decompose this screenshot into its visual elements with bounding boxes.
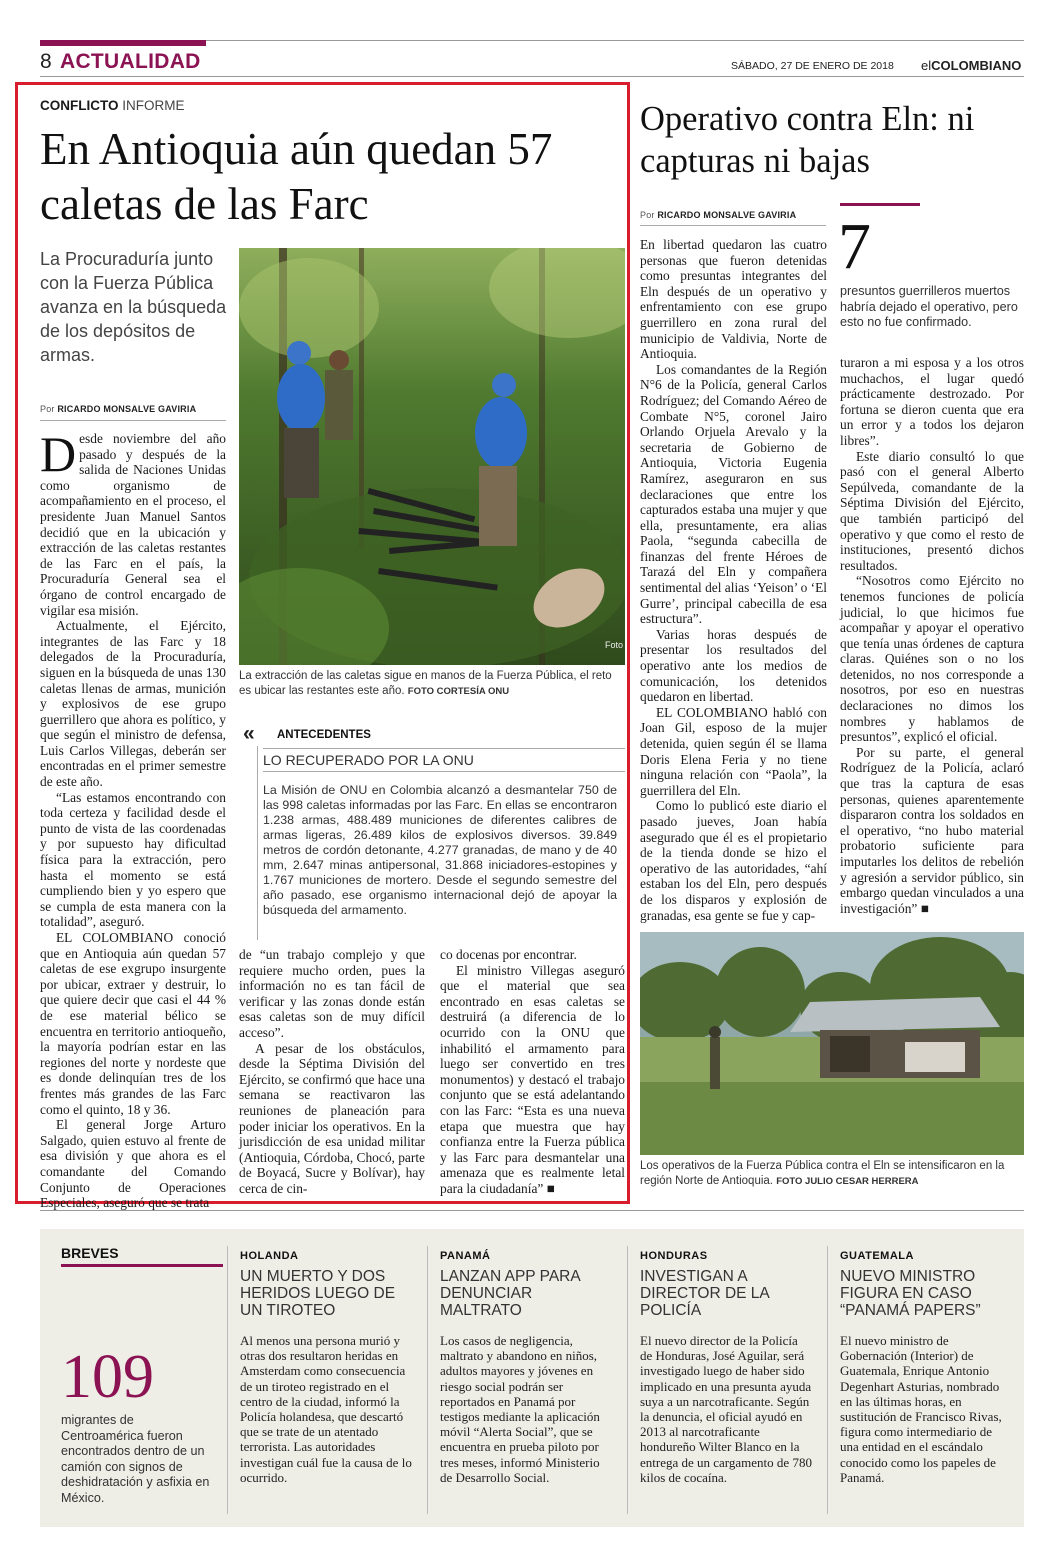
antecedentes-chevron-icon: « (243, 722, 255, 745)
side-byline-prefix: Por (640, 210, 655, 220)
breve-guatemala (840, 1250, 1012, 1485)
side-body-col2 (840, 355, 1024, 916)
breve-honduras (640, 1250, 812, 1485)
page-number: 8 (40, 50, 52, 73)
main-col2-p2: A pesar de los obstáculos, desde la Séptima División del Ejército, se confirmó que hace una semana se reactivaron las reuniones de planeación para poder iniciar los operativos. En la jurisdicción de esa unidad militar (Antioquia, Córdoba, Chocó, parte de Boyacá, Sucre y Bolívar), hay cerca de cin- (239, 1040, 425, 1196)
breves-stat-text: migrantes de Centroamérica fueron encontrados dentro de un camión con signos de deshidratación y asfixia en México. (61, 1413, 210, 1505)
breve-country: PANAMÁ (440, 1250, 491, 1262)
breves-divider-1 (227, 1246, 228, 1514)
main-photo-credit: FOTO CORTESÍA ONU (407, 685, 510, 697)
main-body-col1 (40, 426, 226, 1211)
side-byline-name: RICARDO MONSALVE GAVIRIA (657, 210, 797, 220)
breve-headline: INVESTIGAN A DIRECTOR DE LA POLICÍA (640, 1268, 769, 1319)
side-photo-credit: FOTO JULIO CESAR HERRERA (776, 1175, 919, 1187)
side-col1-p4: EL COLOMBIANO habló con Joan Gil, esposo de la mujer detenida, quien según él se llama Doris Elena Feria y no tiene ninguna relación con “Paola”, la guerrillera del Eln. (640, 704, 827, 798)
paper-name-bold: COLOMBIANO (931, 58, 1022, 73)
byline-prefix: Por (40, 404, 55, 414)
breve-text: El nuevo ministro de Gobernación (Interior) de Guatemala, Enrique Antonio Degenhart Asturias, nombrado en las últimas horas, en sustitución de Francisco Rivas, figura como intermediario de una entidad en el escándalo conocido como los papeles de Panamá. (840, 1333, 1002, 1485)
antecedentes-left-rule (257, 746, 258, 940)
breve-text: El nuevo director de la Policía de Honduras, José Aguilar, será investigado luego de haber sido implicado en una presunta ayuda suya a un narcotraficante. Según la denuncia, el oficial ayudó en 2013 al narcotraficante hondureño Wilter Blanco en la entrega de un cargamento de 780 kilos de cocaína. (640, 1333, 812, 1485)
kicker-light: INFORME (122, 98, 185, 113)
breves-top-rule (40, 1210, 1024, 1211)
side-byline-rule (640, 225, 826, 226)
side-col1-p2: Los comandantes de la Región N°6 de la Policía, general Carlos Rodríguez; del Comando Aéreo de Combate N°5, coronel Jairo Orlando Orjuela Arevalo y la secretaria de Gobierno de Antioquia, Victoria Eugenia Ramírez, aseguraron en sus declaraciones que entre los capturados estaba una mujer y que ella, presuntamente, era alias Paola, “segunda cabecilla de finanzas del frente Héroes de Tarazá del Eln y compañera sentimental del alias ‘Yeison’ o ‘El Gurre’, principal cabecilla de esa estructura”. (640, 361, 827, 627)
story-headline: En Antioquia aún quedan 57 caletas de las Farc (40, 124, 553, 229)
breves-divider-4 (827, 1246, 828, 1514)
main-col1-p4: EL COLOMBIANO conoció que en Antioquia aún quedan 57 caletas de ese exgrupo insurgente por ubicar, extraer y destruir, lo que quiere decir que casi el 44 % de ese material bélico se encuentra en territorio antioqueño, la mayoría podrían estar en las regiones del norte y nordeste que es donde delinquían tres de los frentes más grandes de las Farc como el quinto, 18 y 36. (40, 930, 226, 1117)
paper-prefix: el (921, 58, 932, 73)
side-col1-p3: Varias horas después de presentar los resultados del operativo ante los medios de comunicación, los detenidos quedaron en libertad. (640, 626, 827, 705)
main-col3-p1: co docenas por encontrar. (440, 947, 577, 962)
side-stat-number: 7 (838, 210, 871, 283)
field-hut-photo (640, 932, 1024, 1155)
side-byline (640, 210, 796, 220)
issue-date: SÁBADO, 27 DE ENERO DE 2018 (731, 60, 894, 72)
breve-text: Los casos de negligencia, maltrato y abandono en niños, adultos mayores y jóvenes en riesgo social podrán ser reportados en Panamá por testigos mediante la aplicación móvil “Alerta Social”, que se encuentra en prueba piloto por tres meses, informó Ministerio de Desarrollo Social. (440, 1333, 600, 1485)
main-photo (239, 248, 625, 665)
side-headline: Operativo contra Eln: ni capturas ni bajas (640, 100, 975, 180)
side-stat-text: presuntos guerrilleros muertos habría dejado el operativo, pero esto no fue confirmado. (840, 284, 1018, 329)
breve-headline: NUEVO MINISTRO FIGURA EN CASO “PANAMÁ PAPERS” (840, 1268, 981, 1319)
main-col1-p1-text: esde noviembre del año pasado y después de la salida de Naciones Unidas como organismo de acompañamiento en el proceso, el presidente Juan Manuel Santos decidió que en la ubicación y extracción de las caletas restantes de las Farc en el país, la Procuraduría General sea el órgano de control encargado de vigilar esa misión. (40, 431, 226, 618)
breve-headline: UN MUERTO Y DOS HERIDOS LUEGO DE UN TIROTEO (240, 1268, 396, 1319)
main-col3-p2: El ministro Villegas aseguró que el material que sea encontrado en esas caletas se destruirá (a diferencia de lo ocurrido con la ONU que inhabilitó el armamento para luego ser convertido en tres monumentos) y destacó el trabajo conjunto que se está adelantando con las Farc: “Esta es una nueva etapa que muestra que hay confianza entre la Fuerza pública y las Farc para desmantelar una amenaza que es realmente letal para la ciudadanía” ■ (440, 962, 625, 1196)
side-col2-p1: turaron a mi esposa y a los otros muchachos, el lugar quedó prácticamente destrozado. Por fortuna se dieron cuenta que era un error y a todos los dejaron libres”. (840, 355, 1024, 448)
breves-label-rule (61, 1264, 223, 1267)
main-caption-text: La extracción de las caletas sigue en manos de la Fuerza Pública, el reto es ubicar las restantes este año. (239, 670, 612, 697)
antecedentes-text: La Misión de ONU en Colombia alcanzó a desmantelar 750 de las 998 caletas informadas por las Farc. En ellas se encontraron 1.238 armas, 488.489 municiones de diferentes calibres de armas ligeras, 26.489 kilos de explosivos diversos. 39.849 metros de cordón detonante, 4.277 granadas, de mano y de 40 mm, 2.647 minas antipersonal, 31.868 iniciadores-estopines y 1.767 municiones de mortero. Desde el segundo semestre del año pasado, ese organismo internacional dejó de apoyar la búsqueda del armamento. (263, 783, 617, 917)
byline-name: RICARDO MONSALVE GAVIRIA (57, 404, 197, 414)
side-col2-p4: Por su parte, el general Rodríguez de la Policía, aclaró que tras la captura de esas personas, quienes aparentemente dispararon contra los soldados en el operativo, “no hubo material probatorio suficiente para imputarles los delitos de rebelión y agresión a servidor público, sin embargo quedan vinculados a una investigación” ■ (840, 744, 1024, 916)
main-body-col2 (239, 947, 425, 1197)
dropcap: D (40, 426, 77, 482)
breves-label: BREVES (61, 1245, 119, 1261)
breve-country: HONDURAS (640, 1250, 708, 1262)
side-photo-caption (640, 1159, 1024, 1189)
antecedentes-rule (263, 748, 625, 749)
antecedentes-title-rule (263, 771, 625, 772)
story-deck: La Procuraduría junto con la Fuerza Pública avanza en la búsqueda de los depósitos de armas. (40, 249, 227, 365)
jungle-arms-photo (239, 248, 625, 665)
main-photo-caption (239, 669, 625, 699)
side-col2-p2: Este diario consultó lo que pasó con el general Alberto Sepúlveda, comandante de la Séptima División del Ejército, que también participó del operativo y que como el resto de instituciones, presentó dichos resultados. (840, 448, 1024, 573)
main-body-col3 (440, 947, 625, 1197)
side-body-col1 (640, 237, 827, 923)
side-stat-bar (840, 203, 920, 206)
side-col2-p3: “Nosotros como Ejército no tenemos funciones de policía judicial, lo que hicimos fue acompañar y apoyar el operativo que tenía unas órdenes de captura claras. Quiénes son o no los detenidos, no nos corresponde a nosotros, por eso en nuestras declaraciones no dimos los nombres y hablamos de presuntos”, explicó el oficial. (840, 573, 1024, 745)
antecedentes-title: LO RECUPERADO POR LA ONU (263, 752, 474, 768)
breves-stat-number: 109 (61, 1343, 154, 1411)
side-caption-text: Los operativos de la Fuerza Pública contra el Eln se intensificaron en la región Norte de Antioquia. (640, 1160, 1005, 1187)
byline-rule (40, 420, 226, 421)
side-photo (640, 932, 1024, 1155)
breve-country: HOLANDA (240, 1250, 299, 1262)
side-col1-p1: En libertad quedaron las cuatro personas que fueron detenidas como presuntas integrantes del Eln después de un operativo y enfrentamiento con ese grupo guerrillero en zona rural del municipio de Valdivia, Norte de Antioquia. (640, 237, 827, 362)
story-kicker (40, 98, 185, 113)
antecedentes-label: ANTECEDENTES (277, 729, 371, 741)
main-col1-p5: El general Jorge Arturo Salgado, quien estuvo al frente de esa división y que ahora es el comandante del Comando Conjunto de Operaciones Especiales, aseguró que se trata (40, 1117, 226, 1211)
breve-text: Al menos una persona murió y otras dos resultaron heridas en Amsterdam como consecuencia de un tiroteo registrado en el centro de la ciudad, informó la Policía holandesa, que descartó que se trate de un atentado terrorista. Las autoridades investigan cuál fue la causa de lo ocurrido. (240, 1333, 412, 1485)
paper-name (921, 58, 1021, 73)
main-col2-p1: de “un trabajo complejo y que requiere mucho orden, pues la información no es tan fácil de verificar y las zonas donde están esas caletas son de muy difícil acceso”. (239, 947, 425, 1040)
breve-country: GUATEMALA (840, 1250, 914, 1262)
breves-divider-2 (427, 1246, 428, 1514)
main-col1-p1 (40, 426, 226, 618)
main-col1-p3: “Las estamos encontrando con toda certeza y facilidad desde el punto de vista de las coordenadas y por supuesto hay dificultad física para la extracción, pero hasta el momento se está cumpliendo bien y yo espero que se cumpla de esta manera con la totalidad”, aseguró. (40, 789, 226, 930)
breve-headline: LANZAN APP PARA DENUNCIAR MALTRATO (440, 1268, 580, 1319)
breves-divider-3 (627, 1246, 628, 1514)
story-byline (40, 404, 196, 414)
main-col1-p2: Actualmente, el Ejército, integrantes de las Farc y 18 delegados de la Procuraduría, siguen en la búsqueda de unas 130 caletas llenas de armas, munición y explosivos de ese grupo guerrillero que ahora es político, y que según el ministro de defensa, Luis Carlos Villegas, deberán ser encontradas en el primer semestre de este año. (40, 618, 226, 790)
antecedentes-box (239, 722, 625, 940)
side-col1-p5: Como lo publicó este diario el pasado jueves, Joan había asegurado que él es el propietario de la tienda donde se hizo el operativo de las autoridades, “ahí estaban los del Eln, pero después de los disparos y explosión de granadas, esa gente se fue y cap- (640, 798, 827, 923)
section-tab-bar (40, 40, 206, 46)
breve-panama (440, 1250, 612, 1485)
section-title: ACTUALIDAD (60, 50, 201, 73)
masthead-underline (40, 76, 1024, 77)
breve-holanda (240, 1250, 412, 1485)
photo-credit-vertical: Foto (604, 640, 623, 650)
kicker-bold: CONFLICTO (40, 98, 119, 113)
